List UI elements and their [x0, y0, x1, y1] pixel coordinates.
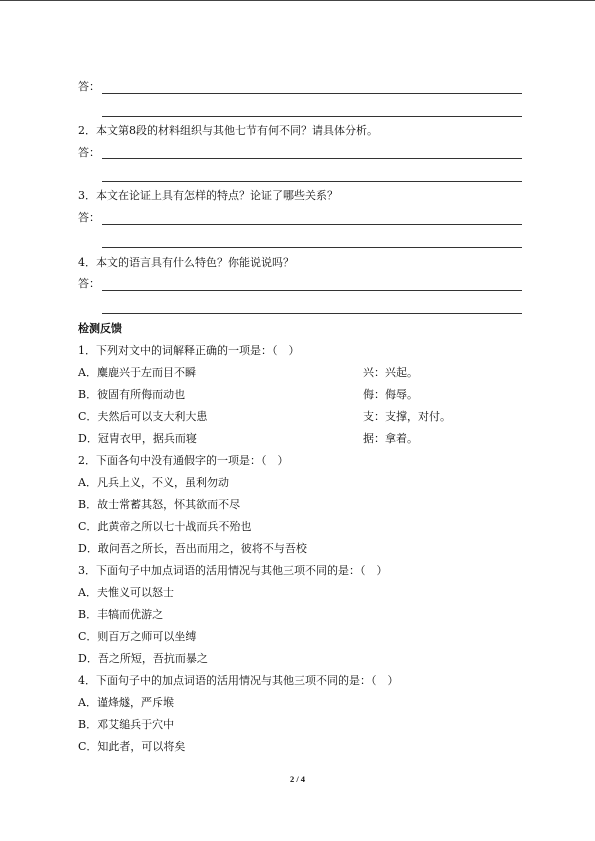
option-c-gloss: 支：支撑，对付。	[363, 410, 451, 423]
answer-line	[102, 224, 522, 225]
answer-label: 答：	[78, 80, 100, 93]
option-d: D．冠胄衣甲，据兵而寝	[78, 432, 197, 445]
answer-label: 答：	[78, 146, 100, 159]
page-number: 2 / 4	[289, 774, 306, 784]
answer-line	[102, 116, 522, 117]
answer-line	[102, 247, 522, 248]
feedback-q3-stem: 3．下面句子中加点词语的活用情况与其他三项不同的是：（ ）	[78, 564, 388, 577]
option-b: B．彼固有所侮而动也	[78, 388, 186, 401]
top-border	[0, 0, 595, 1]
answer-line	[102, 158, 522, 159]
option-d-gloss: 据：拿着。	[363, 432, 418, 445]
feedback-q1-stem: 1．下列对文中的词解释正确的一项是：（ ）	[78, 344, 300, 357]
answer-line	[102, 181, 522, 182]
option-c: C．则百万之师可以坐缚	[78, 630, 197, 643]
option-b-gloss: 侮：侮辱。	[363, 388, 418, 401]
option-a: A．凡兵上义，不义，虽利勿动	[78, 476, 229, 489]
option-c: C．夫然后可以支大利大患	[78, 410, 208, 423]
answer-label: 答：	[78, 277, 100, 290]
question-4: 4．本文的语言具有什么特色？你能说说吗？	[78, 256, 294, 269]
section-heading: 检测反馈	[78, 322, 122, 335]
feedback-q2-stem: 2．下面各句中没有通假字的一项是：（ ）	[78, 454, 289, 467]
option-b: B．丰犒而优游之	[78, 608, 164, 621]
answer-line	[102, 93, 522, 94]
option-d: D．敢问吾之所长，吾出而用之，彼将不与吾校	[78, 542, 307, 555]
option-b: B．邓艾缒兵于穴中	[78, 718, 175, 731]
question-2: 2．本文第8段的材料组织与其他七节有何不同？请具体分析。	[78, 124, 378, 137]
option-a-gloss: 兴：兴起。	[363, 366, 418, 379]
option-d: D．吾之所短，吾抗而暴之	[78, 652, 208, 665]
answer-line	[102, 290, 522, 291]
option-c: C．知此者，可以将矣	[78, 740, 186, 753]
option-a: A．夫惟义可以怒士	[78, 586, 174, 599]
option-b: B．故士常蓄其怒，怀其欲而不尽	[78, 498, 241, 511]
option-c: C．此黄帝之所以七十战而兵不殆也	[78, 520, 252, 533]
option-a: A．麋鹿兴于左而目不瞬	[78, 366, 196, 379]
feedback-q4-stem: 4．下面句子中的加点词语的活用情况与其他三项不同的是：（ ）	[78, 674, 399, 687]
option-a: A．谨烽燧，严斥堠	[78, 696, 174, 709]
question-3: 3．本文在论证上具有怎样的特点？论证了哪些关系？	[78, 189, 338, 202]
answer-label: 答：	[78, 211, 100, 224]
answer-line	[102, 313, 522, 314]
